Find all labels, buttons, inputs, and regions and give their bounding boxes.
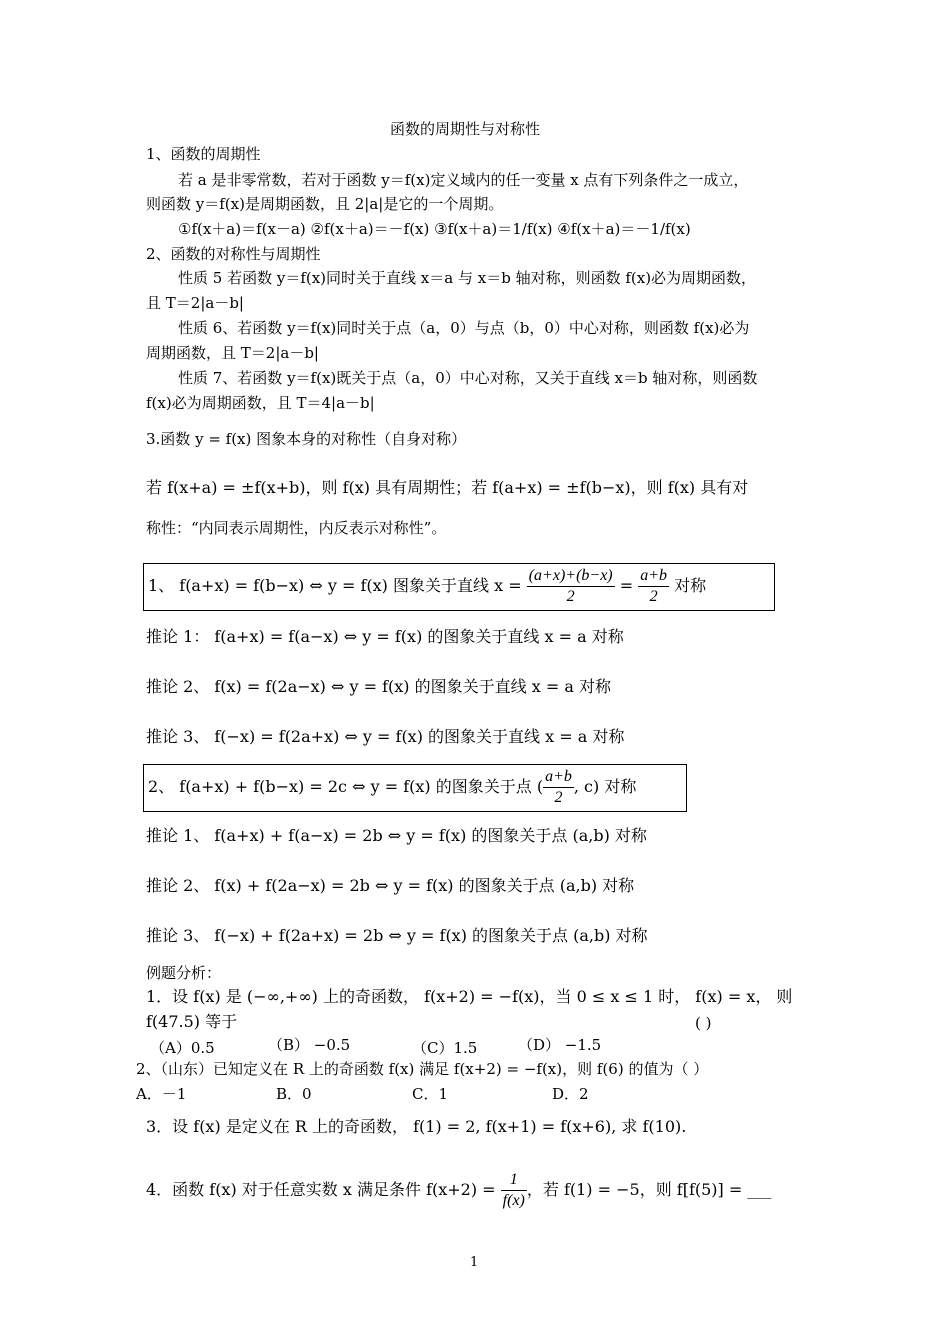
- section-2-heading: 2、函数的对称性与周期性: [146, 245, 321, 263]
- theorem-1-eq: =: [619, 576, 634, 595]
- corollary-2-2: 推论 2、 f(x) + f(2a−x) = 2b ⇔ y = f(x) 的图象关于点 (a,b) 对称: [146, 876, 635, 895]
- corollary-1-2: 推论 2、 f(x) = f(2a−x) ⇔ y = f(x) 的图象关于直线 x = a 对称: [146, 677, 611, 696]
- corollary-1-3: 推论 3、 f(−x) = f(2a+x) ⇔ y = f(x) 的图象关于直线 x = a 对称: [146, 727, 625, 746]
- property-7-a: 性质 7、若函数 y＝f(x)既关于点（a，0）中心对称，又关于直线 x＝b 轴对称，则函数: [178, 369, 758, 387]
- question-1-option-a: （A）0.5: [150, 1039, 215, 1057]
- page-title: 函数的周期性与对称性: [390, 120, 541, 138]
- theorem-1-right: 对称: [674, 576, 707, 595]
- question-4-left: 4．函数 f(x) 对于任意实数 x 满足条件 f(x+2) =: [146, 1180, 496, 1199]
- section-3-heading: 3.函数 y = f(x) 图象本身的对称性（自身对称）: [146, 430, 467, 448]
- s3-para-2: 称性：“内同表示周期性，内反表示对称性”。: [146, 519, 447, 537]
- section-1-heading: 1、函数的周期性: [146, 145, 261, 163]
- question-1-b: f(47.5) 等于: [146, 1012, 238, 1031]
- question-4-frac: $\frac{1}{f(x)}$: [502, 1171, 525, 1209]
- theorem-2-frac: $\frac{a+b}{2}$: [545, 768, 572, 806]
- property-5-b: 且 T＝2|a－b|: [146, 294, 244, 312]
- question-2-option-b: B．0: [276, 1085, 312, 1103]
- question-3: 3．设 f(x) 是定义在 R 上的奇函数， f(1) = 2, f(x+1) = f(x+6), 求 f(10).: [146, 1117, 687, 1136]
- property-6-a: 性质 6、若函数 y＝f(x)同时关于点（a，0）与点（b，0）中心对称，则函数 f(x)必为: [178, 319, 750, 337]
- theorem-1-frac-2: $\frac{a+b}{2}$: [640, 567, 668, 605]
- corollary-1-1: 推论 1： f(a+x) = f(a−x) ⇔ y = f(x) 的图象关于直线 x = a 对称: [146, 627, 624, 646]
- question-1-option-c: （C）1.5: [412, 1039, 478, 1057]
- corollary-2-1: 推论 1、 f(a+x) + f(a−x) = 2b ⇔ y = f(x) 的图象关于点 (a,b) 对称: [146, 826, 647, 845]
- s1-para-1: 若 a 是非零常数，若对于函数 y＝f(x)定义域内的任一变量 x 点有下列条件之一成立，: [178, 171, 749, 189]
- question-2-option-c: C．1: [412, 1085, 449, 1103]
- question-4-right: ，若 f(1) = −5，则 f[f(5)] = ___: [526, 1180, 772, 1199]
- question-1-answer-paren: ( ): [695, 1014, 712, 1032]
- question-2-option-d: D．2: [552, 1085, 589, 1103]
- theorem-1: [148, 564, 706, 608]
- question-1-a: 1．设 f(x) 是 (−∞,+∞) 上的奇函数， f(x+2) = −f(x)，当 0 ≤ x ≤ 1 时， f(x) = x， 则: [146, 987, 793, 1006]
- theorem-2: [148, 765, 636, 809]
- question-1-option-b: （B） −0.5: [268, 1036, 351, 1054]
- s1-conditions: ①f(x＋a)＝f(x－a) ②f(x＋a)＝－f(x) ③f(x＋a)＝1/f(x) ④f(x＋a)＝－1/f(x): [178, 220, 691, 238]
- question-2-option-a: A．－1: [136, 1085, 187, 1103]
- property-5-a: 性质 5 若函数 y＝f(x)同时关于直线 x＝a 与 x＝b 轴对称，则函数 f(x)必为周期函数，: [178, 269, 757, 287]
- question-2: 2、（山东）已知定义在 R 上的奇函数 f(x) 满足 f(x+2) = −f(x)，则 f(6) 的值为（ ）: [136, 1060, 709, 1078]
- examples-heading: 例题分析：: [146, 964, 222, 982]
- theorem-2-right: , c) 对称: [573, 777, 637, 796]
- s3-para-1: 若 f(x+a) = ±f(x+b)，则 f(x) 具有周期性；若 f(a+x) = ±f(b−x)，则 f(x) 具有对: [146, 478, 749, 497]
- corollary-2-3: 推论 3、 f(−x) + f(2a+x) = 2b ⇔ y = f(x) 的图象关于点 (a,b) 对称: [146, 926, 648, 945]
- property-6-b: 周期函数，且 T＝2|a－b|: [146, 344, 319, 362]
- theorem-2-left: 2、 f(a+x) + f(b−x) = 2c ⇔ y = f(x) 的图象关于点 (: [148, 777, 544, 796]
- question-4: [146, 1168, 771, 1212]
- theorem-1-frac-1: $\frac{(a+x)+(b-x)}{2}$: [528, 567, 613, 605]
- theorem-1-left: 1、 f(a+x) = f(b−x) ⇔ y = f(x) 图象关于直线 x =: [148, 576, 522, 595]
- property-7-b: f(x)必为周期函数，且 T＝4|a－b|: [146, 394, 375, 412]
- question-1-option-d: （D） −1.5: [518, 1036, 602, 1054]
- page-number: 1: [470, 1255, 479, 1270]
- s1-para-2: 则函数 y＝f(x)是周期函数，且 2|a|是它的一个周期。: [146, 195, 504, 213]
